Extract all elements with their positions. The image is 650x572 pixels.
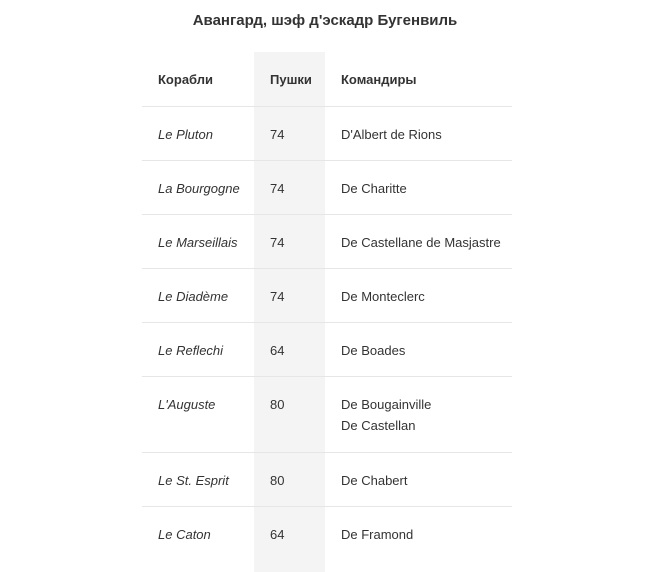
ship-name: Le Pluton bbox=[158, 127, 213, 142]
commander-name: De Framond bbox=[341, 527, 414, 542]
commander-name: De Castellane de Masjastre bbox=[341, 235, 501, 250]
header-guns: Пушки bbox=[270, 72, 312, 87]
table-row bbox=[142, 107, 512, 161]
fleet-table bbox=[142, 52, 512, 561]
guns-count: 64 bbox=[270, 343, 285, 358]
ship-name: Le St. Esprit bbox=[158, 473, 229, 488]
ship-name: Le Caton bbox=[158, 527, 211, 542]
commander-cell bbox=[325, 107, 512, 160]
ship-name: Le Diadème bbox=[158, 289, 229, 304]
commander-cell bbox=[325, 161, 512, 214]
commander-cell bbox=[325, 377, 512, 452]
header-commanders: Командиры bbox=[341, 72, 417, 87]
guns-count: 80 bbox=[270, 473, 285, 488]
header-ships: Корабли bbox=[158, 72, 214, 87]
commander-cell bbox=[325, 453, 512, 506]
guns-count: 74 bbox=[270, 235, 285, 250]
guns-count: 80 bbox=[270, 397, 285, 412]
table-row bbox=[142, 269, 512, 323]
table-header-row bbox=[142, 52, 512, 107]
commander-name: De Monteclerc bbox=[341, 289, 425, 304]
guns-count: 64 bbox=[270, 527, 285, 542]
commander-name: D'Albert de Rions bbox=[341, 127, 442, 142]
commander-cell bbox=[325, 269, 512, 322]
guns-count: 74 bbox=[270, 127, 285, 142]
table-row bbox=[142, 507, 512, 561]
commander-name: De Boades bbox=[341, 343, 406, 358]
commander-name: De Bougainville bbox=[341, 397, 432, 412]
commander-name: De Charitte bbox=[341, 181, 407, 196]
table-row bbox=[142, 453, 512, 507]
ship-name: La Bourgogne bbox=[158, 181, 240, 196]
table-title: Авангард, шэф д'эскадр Бугенвиль bbox=[192, 12, 458, 29]
commander-cell bbox=[325, 215, 512, 268]
table-row bbox=[142, 377, 512, 453]
commander-cell bbox=[325, 323, 512, 376]
table-row bbox=[142, 215, 512, 269]
commander-name: De Chabert bbox=[341, 473, 408, 488]
commander-cell bbox=[325, 507, 512, 561]
commander-name: De Castellan bbox=[341, 418, 416, 433]
table-row bbox=[142, 323, 512, 377]
table-row bbox=[142, 161, 512, 215]
guns-count: 74 bbox=[270, 289, 285, 304]
ship-name: L'Auguste bbox=[158, 397, 216, 412]
ship-name: Le Reflechi bbox=[158, 343, 224, 358]
ship-name: Le Marseillais bbox=[158, 235, 238, 250]
guns-count: 74 bbox=[270, 181, 285, 196]
